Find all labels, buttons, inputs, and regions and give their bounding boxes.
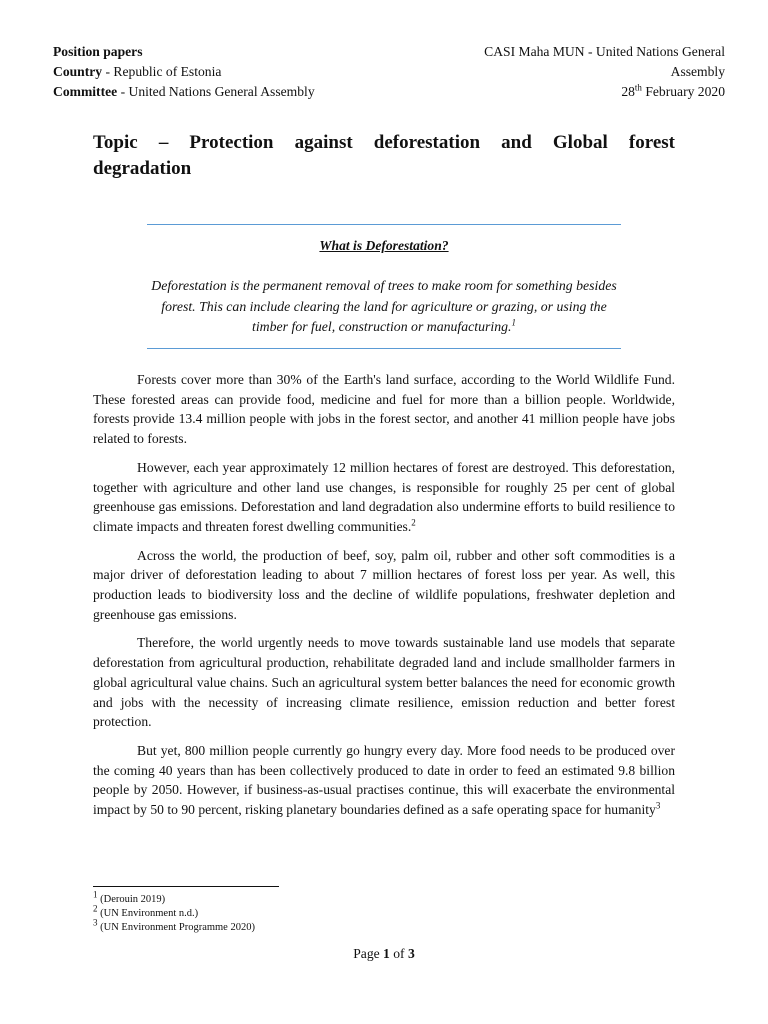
paragraph: However, each year approximately 12 million hectares of forest are destroyed. This deforestation, together with agriculture and other land use changes, is responsible for roughly 25 per cent of global greenhouse gas emissions. Deforestation and land degradation also undermine efforts to build resilience to climate impacts and threaten forest dwelling communities.$^2$ [93,459,675,534]
paragraph: Therefore, the world urgently needs to move towards sustainable land use models that separate deforestation from agricultural production, rehabilitate degraded land and include smallholder farmers in global agricultural value chains. Such an agricultural system better balances the need for economic growth and jobs with the necessity of increasing climate resilience, emission reduction and better forest protection. [93,635,675,730]
paragraph: Forests cover more than 30% of the Earth's land surface, according to the World Wildlife Fund. These forested areas can provide food, medicine and fuel for more than a billion people. Worldwide, forests provide 13.4 million people with jobs in the forest sector, and another 41 million people have jobs related to forests. [93,372,675,447]
footnote-ref[interactable]: 1 [511,317,516,328]
paragraph: But yet, 800 million people currently go hungry every day. More food needs to be produced over the coming 40 years than has been collectively produced to date in order to feed an estimated 9.8 billion people by 2050. However, if business-as-usual practises continue, this will exacerbate the environmental impact by 50 to 90 percent, risking planetary boundaries defined as a safe operating space for humanity$^3$ [93,742,675,818]
conference-name-cont: Assembly [670,64,725,79]
page-number: Page 1 of 3 [353,946,415,961]
box-bottom-rule [147,348,621,349]
box-top-rule [147,224,621,225]
footnote-item: $^3$ (UN Environment Programme 2020) [93,917,255,933]
header-line-country: Country - Republic of Estonia [53,64,222,79]
footnote-ref[interactable]: 3 [655,800,661,811]
header-line-position-papers: Position papers [53,44,143,59]
footnotes [93,889,255,935]
body-text [93,370,675,829]
footnote-ref[interactable]: 2 [411,517,416,528]
footnote-item: $^1$ (Derouin 2019) [93,889,166,905]
conference-name: CASI Maha MUN - United Nations General [484,44,725,59]
title-line-1: Topic – Protection against deforestation and Global forest [93,132,675,153]
header-right [425,42,725,102]
header-line-committee: Committee - United Nations General Assembly [53,84,315,99]
header-left [53,42,315,102]
footnote-separator [93,886,279,887]
paragraph: Across the world, the production of beef, soy, palm oil, rubber and other soft commodities is a major driver of deforestation leading to about 7 million hectares of forest loss per year. As well, this production leads to biodiversity loss and the decline of wildlife populations, freshwater depletion and greenhouse gas emissions. [93,547,675,622]
footnote-item: $^2$ (UN Environment n.d.) [93,903,199,919]
title-line-2: degradation [93,158,192,179]
page-title [93,130,675,182]
definition-text: Deforestation is the permanent removal of trees to make room for something besides forest. This can include clearing the land for agriculture or grazing, or using the timber for fuel, construction or manufacturing.$^1$ [151,278,617,334]
conference-date: 28th February 2020 [621,82,725,99]
definition-heading: What is Deforestation? [319,238,449,253]
